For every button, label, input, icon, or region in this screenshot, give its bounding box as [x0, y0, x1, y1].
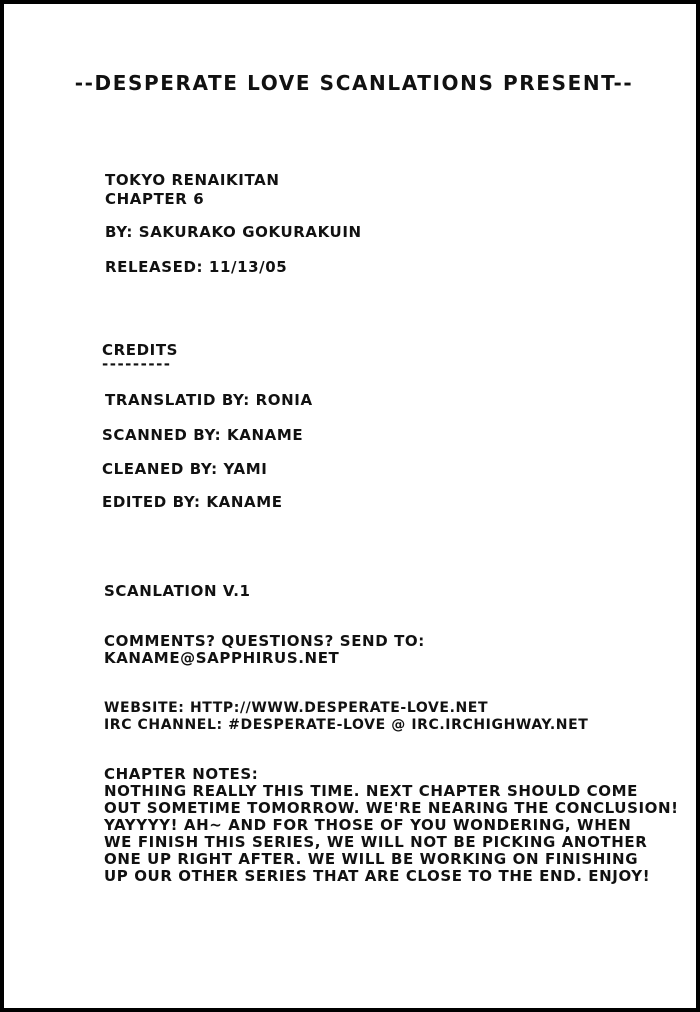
author-line: BY: SAKURAKO GOKURAKUIN: [105, 223, 362, 241]
notes-line: ONE UP RIGHT AFTER. WE WILL BE WORKING ON FINISHING: [104, 850, 639, 868]
irc-channel: IRC CHANNEL: #DESPERATE-LOVE @ IRC.IRCHIGHWAY.NET: [104, 717, 589, 733]
credits-heading: CREDITS: [102, 341, 179, 359]
notes-line: YAYYYY! AH~ AND FOR THOSE OF YOU WONDERING, WHEN: [104, 816, 632, 834]
translator-credit: TRANSLATID BY: RONIA: [105, 391, 313, 409]
editor-credit: EDITED BY: KANAME: [102, 493, 283, 511]
contact-prompt: COMMENTS? QUESTIONS? SEND TO:: [104, 632, 425, 650]
contact-email: KANAME@SAPPHIRUS.NET: [104, 649, 340, 667]
chapter-number: CHAPTER 6: [105, 190, 205, 208]
scanlation-version: SCANLATION V.1: [104, 582, 251, 600]
release-date: RELEASED: 11/13/05: [105, 258, 288, 276]
notes-heading: CHAPTER NOTES:: [104, 765, 259, 783]
website-link: WEBSITE: HTTP://WWW.DESPERATE-LOVE.NET: [104, 700, 489, 716]
scanner-credit: SCANNED BY: KANAME: [102, 426, 304, 444]
notes-line: UP OUR OTHER SERIES THAT ARE CLOSE TO THE END. ENJOY!: [104, 867, 651, 885]
cleaner-credit: CLEANED BY: YAMI: [102, 460, 268, 478]
notes-line: WE FINISH THIS SERIES, WE WILL NOT BE PICKING ANOTHER: [104, 833, 648, 851]
credits-underline: ---------: [102, 355, 172, 373]
series-name: TOKYO RENAIKITAN: [105, 171, 280, 189]
page-title: --DESPERATE LOVE SCANLATIONS PRESENT--: [74, 71, 634, 95]
notes-line: OUT SOMETIME TOMORROW. WE'RE NEARING THE CONCLUSION!: [104, 799, 679, 817]
notes-line: NOTHING REALLY THIS TIME. NEXT CHAPTER SHOULD COME: [104, 782, 639, 800]
